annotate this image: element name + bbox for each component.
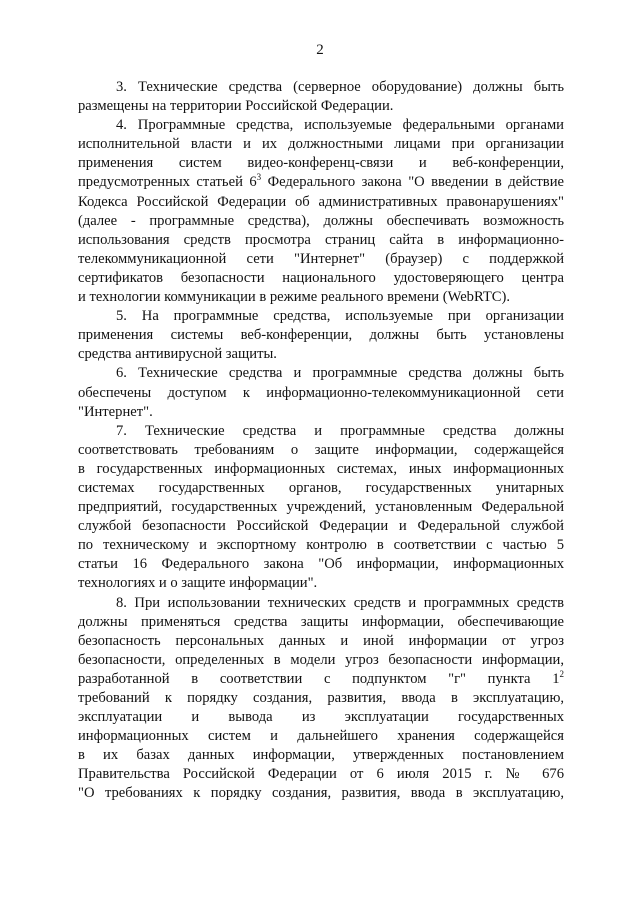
text-line: "О требованиях к порядку создания, развития, ввода в эксплуатацию, xyxy=(78,785,564,802)
text-line: должны применяться средства защиты информации, обеспечивающие xyxy=(78,613,564,630)
document-body xyxy=(78,78,564,804)
text-line xyxy=(78,173,564,192)
text-line: требований к порядку создания, развития, ввода в эксплуатацию, xyxy=(78,690,564,706)
text-line: и технологии коммуникации в режиме реального времени (WebRTC). xyxy=(78,289,510,306)
text-line: в их базах данных информации, утвержденных постановлением xyxy=(78,747,564,764)
page-number: 2 xyxy=(316,42,324,58)
text-line: предприятий, государственных учреждений, установленным Федеральной xyxy=(78,499,564,516)
text-line: технологиях и о защите информации". xyxy=(78,575,318,592)
text-line: Правительства Российской Федерации от 6 июля 2015 г. № 676 xyxy=(78,766,564,783)
text-line: 3. Технические средства (серверное оборудование) должны быть xyxy=(116,79,564,95)
paragraph-4 xyxy=(78,116,564,307)
text-line: 5. На программные средства, используемые при организации xyxy=(116,308,564,325)
text-line: сертификатов безопасности национального удостоверяющего центра xyxy=(78,269,564,286)
text-line: по техническому и экспортному контролю в соответствии с частью 5 xyxy=(78,537,564,554)
text-line xyxy=(78,670,564,689)
text-line: 8. При использовании технических средств и программных средств xyxy=(116,594,564,611)
text-line: (далее - программные средства), должны обеспечивать возможность xyxy=(78,212,564,229)
text-fragment: Федерального закона "О введении в действие xyxy=(261,174,564,191)
text-line: 7. Технические средства и программные средства должны xyxy=(116,422,564,439)
text-line: средства антивирусной защиты. xyxy=(78,346,277,363)
text-line: размещены на территории Российской Федерации. xyxy=(78,98,394,115)
text-line: "Интернет". xyxy=(78,403,153,420)
text-fragment: предусмотренных статьей 6 xyxy=(78,174,257,191)
text-line: системах государственных органов, государственных унитарных xyxy=(78,479,564,496)
paragraph-8 xyxy=(78,594,564,804)
text-line: безопасности, определенных в модели угроз безопасности информации, xyxy=(78,651,564,668)
text-line: исполнительной власти и их должностными лицами при организации xyxy=(78,136,564,153)
paragraph-6 xyxy=(78,364,564,421)
text-line: информационных систем и дальнейшего хранения содержащейся xyxy=(78,728,564,745)
superscript: 2 xyxy=(559,668,564,679)
text-line: 4. Программные средства, используемые федеральными органами xyxy=(116,117,564,134)
text-line: 6. Технические средства и программные средства должны быть xyxy=(116,365,564,382)
paragraph-7 xyxy=(78,422,564,594)
text-line: эксплуатации и вывода из эксплуатации государственных xyxy=(78,709,564,726)
text-fragment: разработанной в соответствии с подпунктом "г" пункта 1 xyxy=(78,670,560,687)
text-line: телекоммуникационной сети "Интернет" (браузер) с поддержкой xyxy=(78,250,564,267)
text-line: безопасность персональных данных и иной информации от угроз xyxy=(78,632,564,649)
paragraph-5 xyxy=(78,307,564,364)
text-line: в государственных информационных системах, иных информационных xyxy=(78,460,564,477)
text-line: Кодекса Российской Федерации об административных правонарушениях" xyxy=(78,193,564,210)
text-line: применения систем видео-конференц-связи и веб-конференции, xyxy=(78,155,564,172)
text-line: службой безопасности Российской Федерации и Федеральной службой xyxy=(78,518,564,535)
text-line: обеспечены доступом к информационно-телекоммуникационной сети xyxy=(78,384,564,401)
superscript: 3 xyxy=(256,172,262,183)
text-line: использования средств просмотра страниц сайта в информационно- xyxy=(78,231,564,248)
text-line: применения системы веб-конференции, должны быть установлены xyxy=(78,327,564,344)
text-line: соответствовать требованиям о защите информации, содержащейся xyxy=(78,441,564,458)
text-line: статьи 16 Федерального закона "Об информации, информационных xyxy=(78,556,564,573)
paragraph-3 xyxy=(78,78,564,116)
